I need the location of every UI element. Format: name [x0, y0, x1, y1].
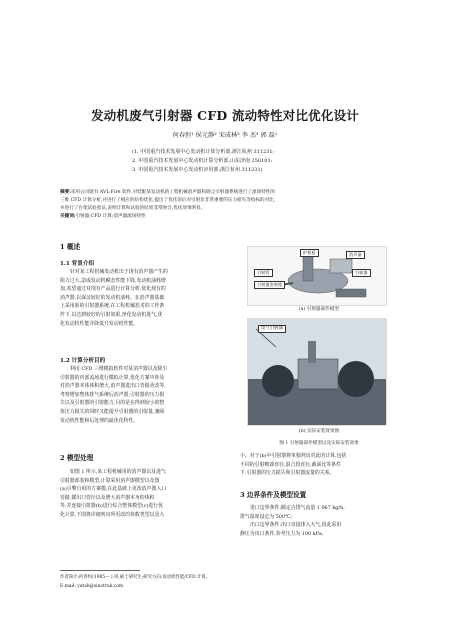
- label-exhaust-ejector: 废气引射器: [258, 325, 286, 333]
- affiliation-3: 3. 中国重汽技术发展中心发动机应用部,浙江杭州 311231): [132, 167, 263, 173]
- figure-a-exhaust-model: [247, 246, 387, 306]
- text-line: 考察增加整体排气系统后消声器,引射器的压力损: [60, 391, 165, 398]
- figure-a-caption: (a) 引射器部件模型: [299, 307, 339, 312]
- abstract-block: [60, 189, 395, 221]
- text-line: 出口边界条件:出口直接排入大气,因此采用: [250, 522, 342, 529]
- subsection-heading-background: 1.1 背景介绍: [60, 261, 95, 267]
- text-line: 等,并连接引射器(b)进行综合整体模型(c)进行优: [60, 503, 164, 510]
- abstract-label: 摘要:: [60, 190, 71, 195]
- text-line: 小。对于(b)中引射器将单独列出对此的计算,包括: [240, 453, 347, 459]
- author-list: 何春恒¹ 侯元静² 宋成林³ 李 杰³ 郭 磊¹: [172, 132, 278, 139]
- label-ejector: 引射器: [352, 269, 371, 277]
- footnote-email: E-mail: yatah@sinotruk.com: [60, 584, 124, 589]
- text-line: 化发动机性能并降低升发动机性能。: [60, 320, 139, 327]
- section-heading-boundary: 3 边界条件及模型设置: [240, 491, 307, 499]
- text-line: 利用 CFD 三维模拟软件对某消声器以及除尘: [70, 366, 168, 372]
- text-line: 引射器部装和模型,计算采用消声器模型以及图: [60, 477, 160, 484]
- footnote-rule: [60, 570, 140, 571]
- text-line: 体压力损失的同时又能提升引射器的引射量,兼顾: [60, 408, 165, 415]
- text-line: 引射器的内部流场进行模拟计算,优化方案中涉及: [60, 374, 165, 381]
- text-line: (a)引擎自用的方案模,在此基础上更改消声器入口: [60, 486, 167, 493]
- text-line: 排气温度设定为 500℃;: [240, 513, 293, 520]
- text-line: 失以及引射器的引射能力,目的是在得到较小的整: [60, 400, 165, 407]
- figure-b-photo: [247, 318, 387, 426]
- figure-b-drawing: [248, 319, 386, 425]
- figure-b-caption: (b) 实际安装效果图: [298, 429, 340, 434]
- text-line: 阻力过大,造成发动机瞬态性能下降,发动机油耗增: [60, 277, 166, 284]
- abstract-line: 三维 CFD 计算分析,并进行了相应的结构优化,提出了优化前后对引射比非常重要的压力损失等指标的对比,: [60, 198, 276, 203]
- paragraph-continued: [240, 452, 398, 478]
- label-ejector-mount: 引射器安装座: [254, 281, 285, 289]
- abstract-line: 并进行了台架试验验证,表明计算和试验的结果非常吻合,优化效果明显。: [60, 206, 206, 211]
- figure-1-caption: 图 1 引射器部件模型以及实际安装效果: [279, 441, 359, 446]
- text-line: 消声器,以保证较好的发动机油耗。在消声器基础: [60, 294, 165, 301]
- text-line: 静压为出口条件,参考压力为 100 kPa;: [240, 530, 324, 537]
- text-line: 进口边界条件:额定点排气流量 1 067 kg/h,: [250, 505, 345, 511]
- label-ejector-pipe: 引射管: [254, 269, 273, 277]
- affiliation-1: (1. 中国重汽技术发展中心发动机计算分析部,浙江杭州 311231;: [132, 149, 275, 155]
- footnote-author: 作者简介:何春恒(1985— ),男,硕士研究生;研究方向:发动机性能/CFD 计算。: [60, 575, 211, 580]
- section-heading-model: 2 模型处理: [60, 454, 94, 462]
- subsection-heading-purpose: 1.2 计算分析目的: [60, 358, 106, 364]
- paragraph-boundary: [240, 504, 398, 538]
- label-muffler: 消声器: [346, 251, 365, 259]
- label-guard-plate: 护板板: [300, 249, 319, 257]
- text-line: 件下,以达到较好的引射效果,净化发动机进气,优: [60, 311, 163, 318]
- text-line: 管路,镂出口管径以及增大消声器本身的体积: [60, 494, 155, 501]
- text-line: 加,希望通过对现有产品进行计算分析,优化现有的: [60, 286, 166, 293]
- paper-title: 发动机废气引射器 CFD 流动特性对比优化设计: [91, 108, 359, 123]
- text-line: 化计算,下图将详细列出所更改的参数类型以及大: [60, 511, 165, 518]
- paragraph-purpose: [60, 365, 232, 425]
- text-line: 对消声器本体体积增大,消声器进出口管路更改等,: [60, 383, 166, 390]
- paragraph-background: [60, 268, 232, 328]
- text-line: 发动机性能和后处理的最优化特性。: [60, 417, 139, 424]
- keywords-text: 引射器;CFD 计算;消声器流场特性: [75, 214, 146, 219]
- text-line: 不同的引射喉颈直径,混合段直径,截面比等条件: [240, 461, 341, 468]
- text-line: 上采用新的引射器系统,在工程机械恶劣的工作条: [60, 303, 165, 310]
- keywords-label: 关键词:: [60, 214, 76, 219]
- abstract-line: 采用公司既有 AVL-Fire 软件,对装配某发动机的工程机械消声器和除尘引射器系统进行了流场特性的: [70, 190, 276, 195]
- section-heading-overview: 1 概述: [60, 243, 81, 251]
- text-line: 如图 1 所示,某工程机械用的消声器以及进气: [70, 469, 166, 475]
- affiliation-2: 2. 中国重汽技术发展中心发动机计算分析部,山东济南 250101;: [132, 158, 273, 164]
- text-line: 针对某工程机械发动机出于现有消声器产生的: [70, 269, 168, 275]
- paragraph-model: [60, 468, 232, 520]
- text-line: 下,引射器的压力损失和引射器流量的关系。: [240, 470, 335, 477]
